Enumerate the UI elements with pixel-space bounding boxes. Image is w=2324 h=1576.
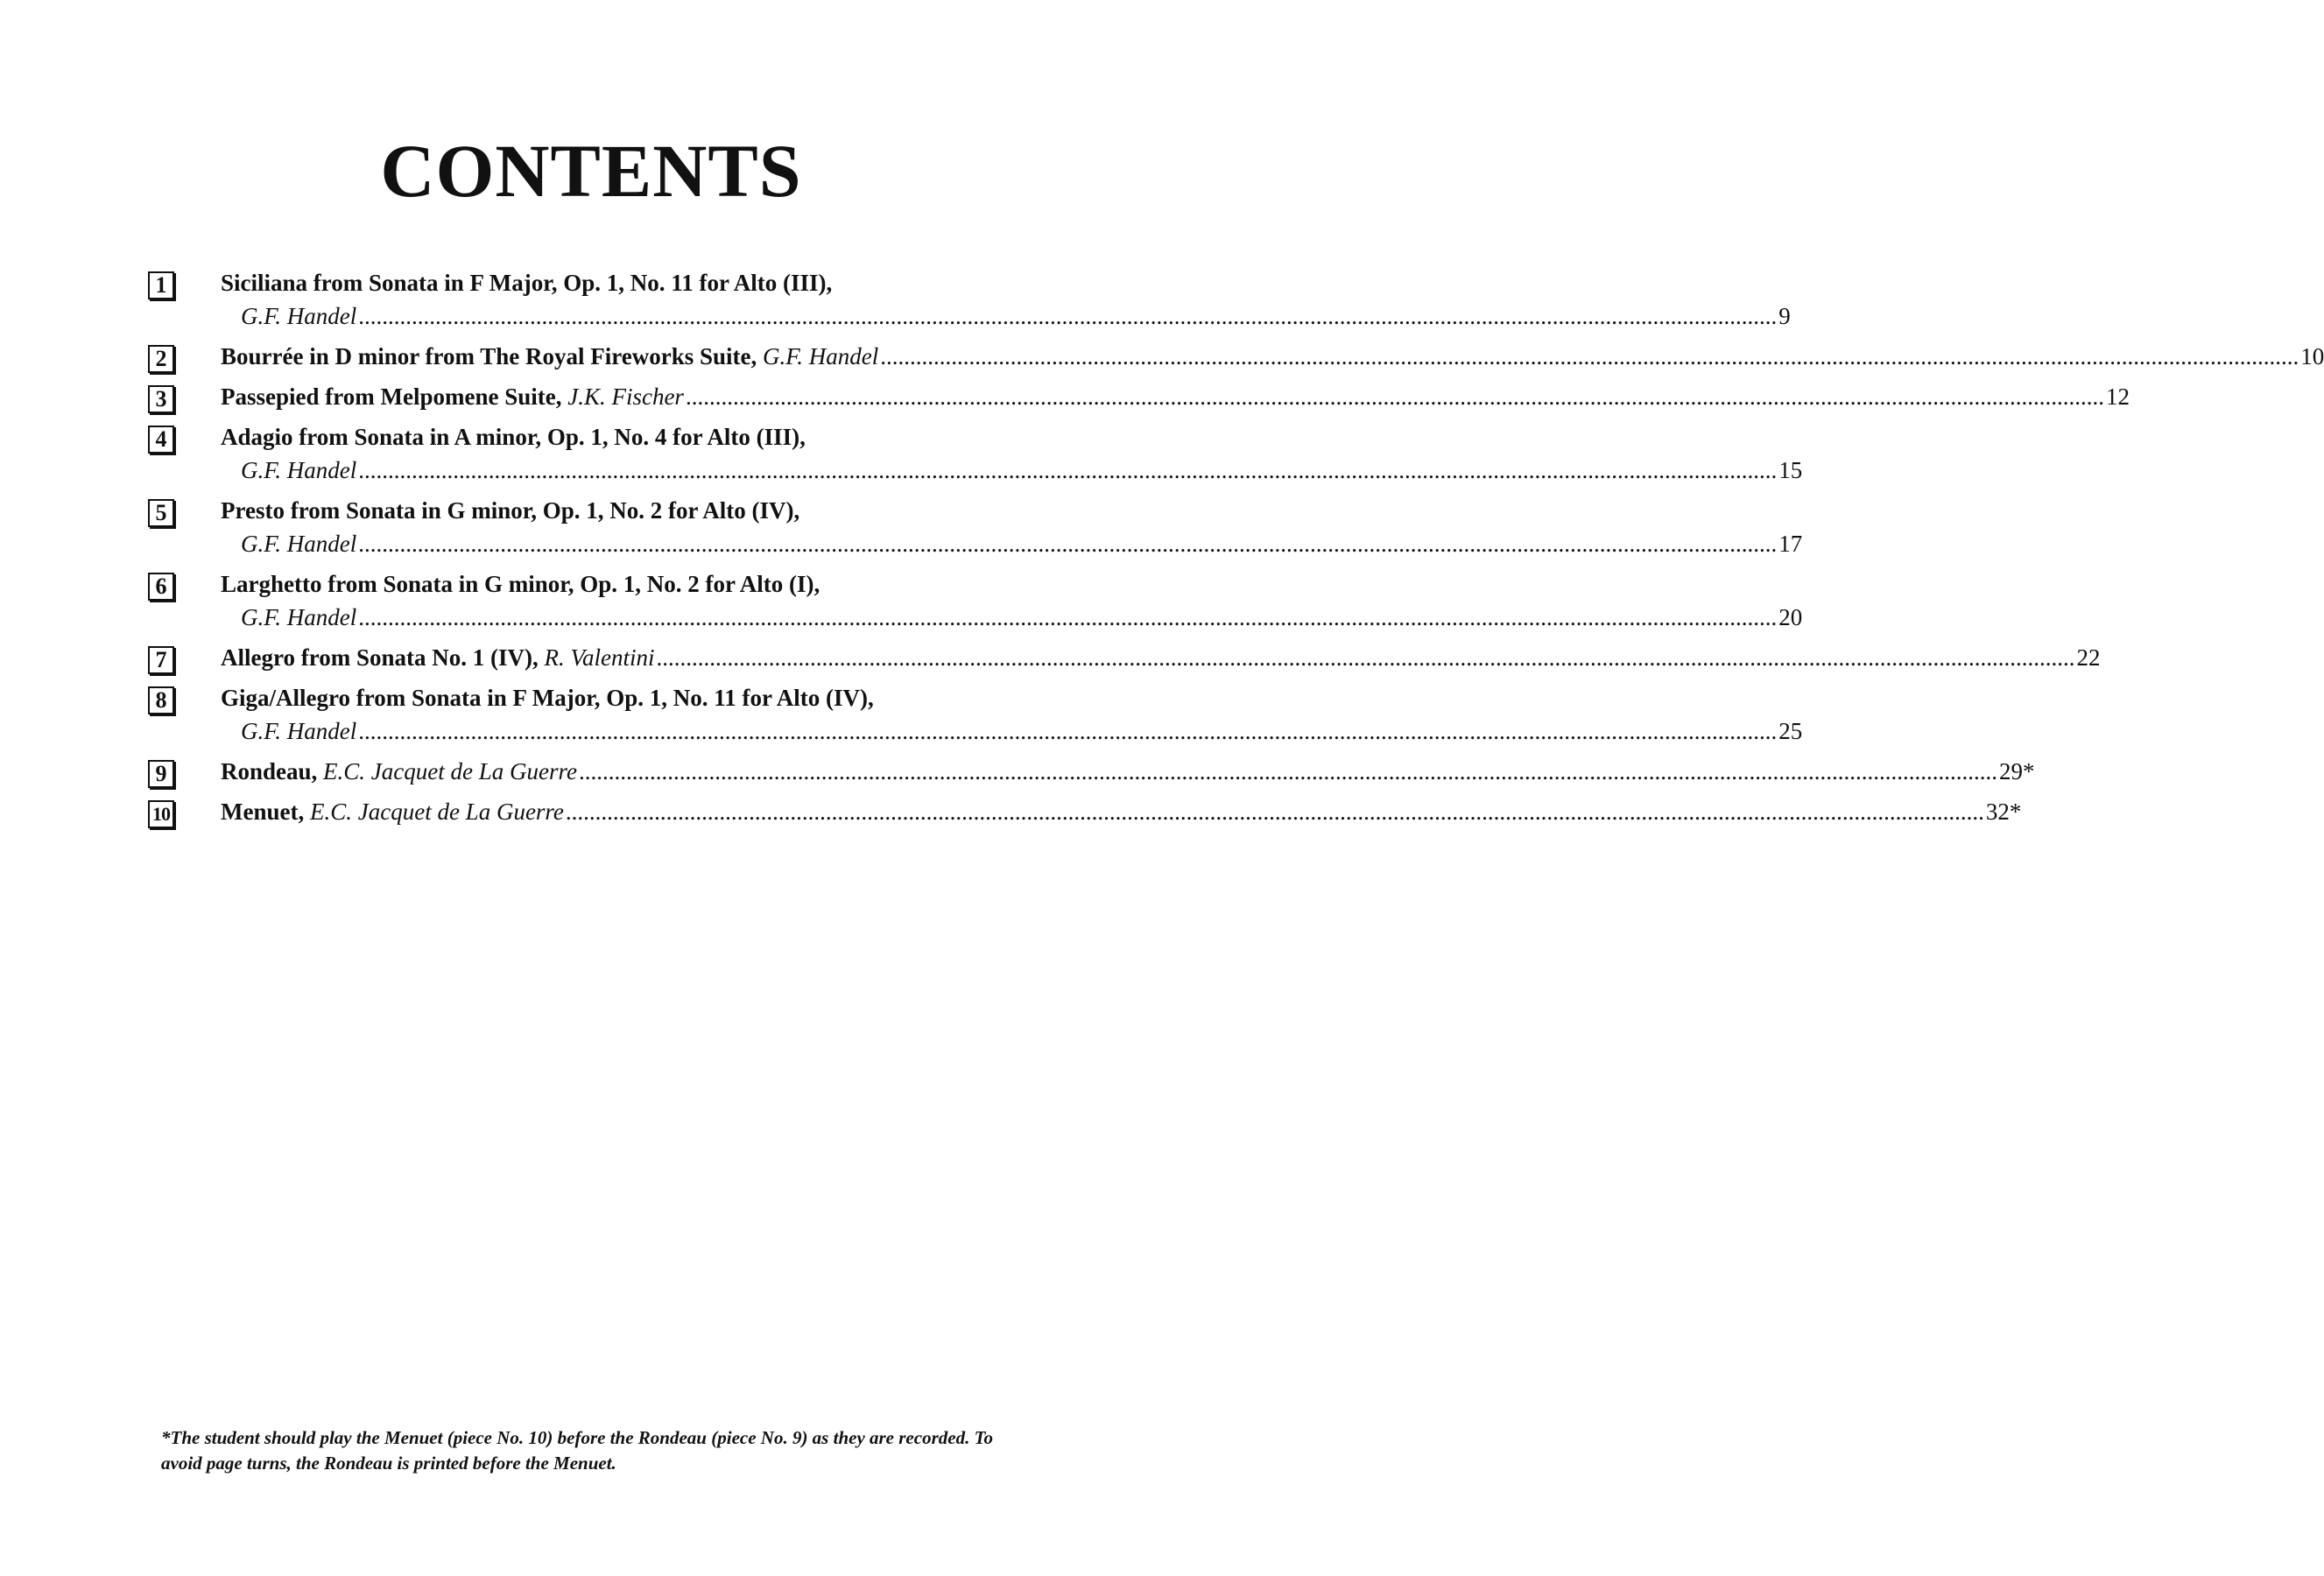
- contents-entry-9[interactable]: [148, 755, 2035, 788]
- dot-leader: [686, 380, 2104, 413]
- entry-number-box: 4: [148, 426, 174, 454]
- entry-page-number: 9: [1778, 303, 1791, 329]
- dot-leader: [566, 795, 1984, 828]
- entry-title: Rondeau,: [221, 758, 318, 784]
- entry-number-box: 5: [148, 499, 174, 527]
- page-title: CONTENTS: [380, 129, 802, 213]
- dot-leader: [656, 641, 2074, 674]
- entry-composer: G.F. Handel: [762, 343, 879, 369]
- contents-entry-4[interactable]: [148, 420, 1803, 487]
- contents-entry-8[interactable]: [148, 681, 1803, 748]
- entry-number-box: 3: [148, 385, 174, 413]
- entry-title: Giga/Allegro from Sonata in F Major, Op. 1, No. 11 for Alto (IV),: [221, 685, 874, 711]
- entry-number-box: 1: [148, 271, 174, 299]
- contents-entry-6[interactable]: [148, 567, 1803, 634]
- entry-page-number: 25: [1778, 718, 1803, 744]
- entry-title: Passepied from Melpomene Suite,: [221, 383, 562, 410]
- contents-entry-3[interactable]: [148, 380, 2130, 413]
- contents-entry-5[interactable]: [148, 494, 1803, 560]
- entry-title: Allegro from Sonata No. 1 (IV),: [221, 644, 539, 671]
- contents-entry-7[interactable]: [148, 641, 2101, 674]
- contents-entry-1[interactable]: [148, 266, 1791, 333]
- entry-composer: J.K. Fischer: [567, 383, 684, 410]
- entry-composer: G.F. Handel: [241, 604, 357, 630]
- dot-leader: [358, 527, 1777, 560]
- entry-title: Adagio from Sonata in A minor, Op. 1, No. 4 for Alto (III),: [221, 424, 806, 450]
- entry-page-number: 29*: [1998, 758, 2035, 784]
- entry-composer: E.C. Jacquet de La Guerre: [309, 799, 564, 825]
- dot-leader: [880, 340, 2299, 373]
- entry-title: Larghetto from Sonata in G minor, Op. 1, No. 2 for Alto (I),: [221, 571, 820, 597]
- contents-entry-2[interactable]: [148, 340, 2324, 373]
- dot-leader: [358, 454, 1777, 487]
- entry-composer: G.F. Handel: [241, 531, 357, 557]
- entry-page-number: 15: [1778, 457, 1803, 483]
- entry-number-box: 2: [148, 345, 174, 373]
- entry-title: Menuet,: [221, 799, 305, 825]
- entry-page-number: 20: [1778, 604, 1803, 630]
- entry-number-box: 8: [148, 686, 174, 714]
- dot-leader: [358, 299, 1777, 333]
- entry-page-number: 10: [2300, 343, 2324, 369]
- entry-composer: G.F. Handel: [241, 303, 357, 329]
- dot-leader: [579, 755, 1997, 788]
- entry-title: Presto from Sonata in G minor, Op. 1, No. 2 for Alto (IV),: [221, 497, 800, 524]
- entry-page-number: 12: [2105, 383, 2130, 410]
- entry-page-number: 17: [1778, 531, 1803, 557]
- entry-number-box: 7: [148, 646, 174, 674]
- entry-title: Bourrée in D minor from The Royal Fireworks Suite,: [221, 343, 757, 369]
- entry-page-number: 32*: [1985, 799, 2022, 825]
- contents-list: [148, 266, 2324, 835]
- footnote: *The student should play the Menuet (piece No. 10) before the Rondeau (piece No. 9) as they are recorded. To avoid page turns, the Rondeau is printed before the Menuet.: [161, 1427, 993, 1474]
- entry-composer: G.F. Handel: [241, 718, 357, 744]
- dot-leader: [358, 601, 1777, 634]
- contents-entry-10[interactable]: [148, 795, 2022, 828]
- entry-composer: R. Valentini: [544, 644, 655, 671]
- entry-number-box: 9: [148, 760, 174, 788]
- entry-number-box: 10: [148, 800, 174, 828]
- entry-page-number: 22: [2076, 644, 2101, 671]
- entry-title: Siciliana from Sonata in F Major, Op. 1, No. 11 for Alto (III),: [221, 270, 833, 296]
- entry-composer: E.C. Jacquet de La Guerre: [323, 758, 577, 784]
- dot-leader: [358, 714, 1777, 748]
- entry-number-box: 6: [148, 573, 174, 601]
- entry-composer: G.F. Handel: [241, 457, 357, 483]
